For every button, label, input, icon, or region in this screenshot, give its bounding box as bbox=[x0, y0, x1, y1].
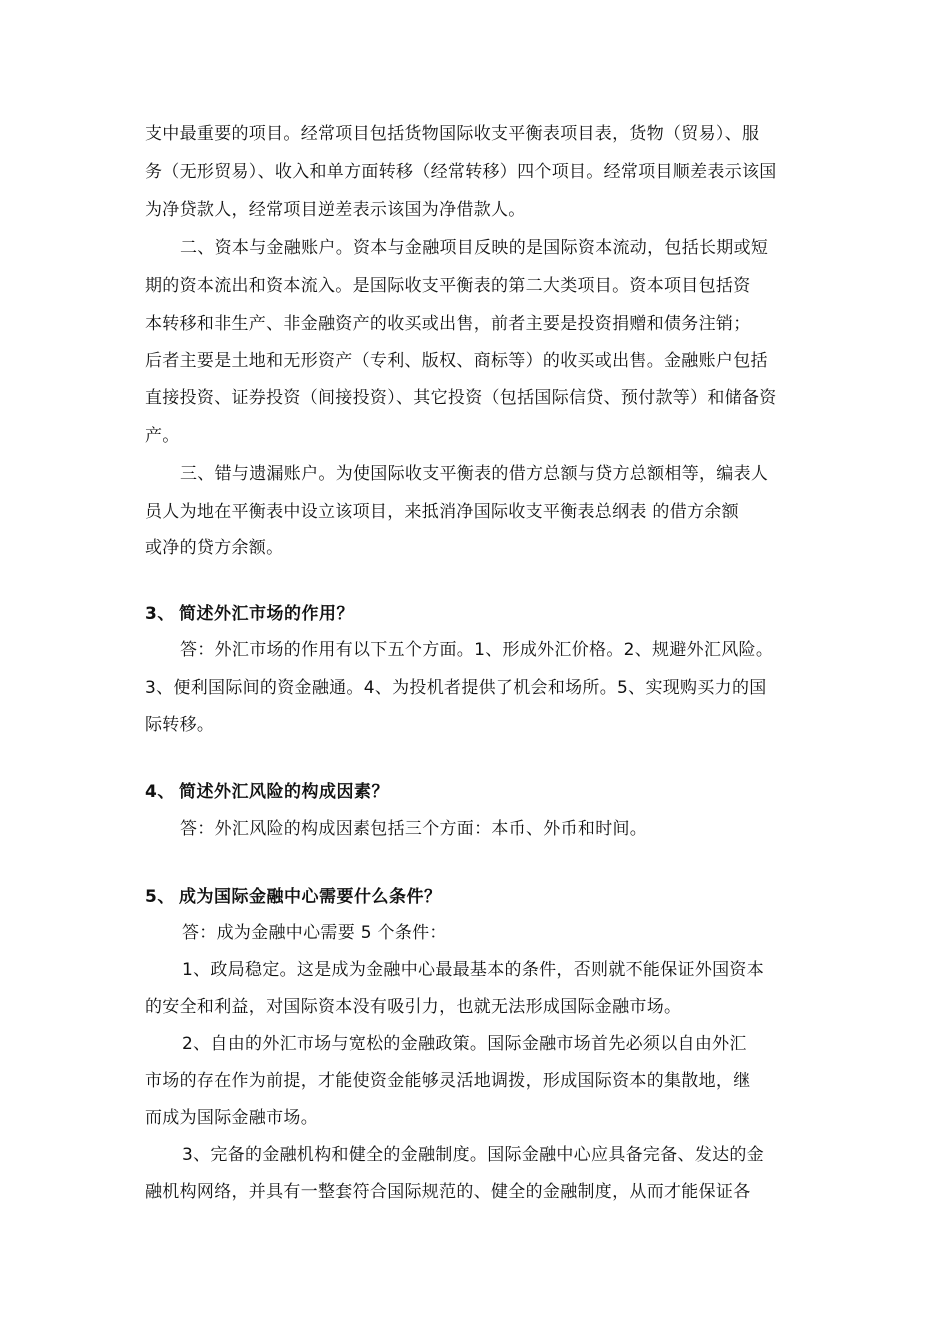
paragraph-line: 直接投资、证券投资（间接投资）、其它投资（包括国际信贷、预付款等）和储备资 bbox=[145, 388, 777, 408]
paragraph-line: 员人为地在平衡表中设立该项目，来抵消净国际收支平衡表总纲表 的借方余额 bbox=[145, 502, 739, 522]
answer-line: 的安全和利益，对国际资本没有吸引力，也就无法形成国际金融市场。 bbox=[145, 997, 682, 1017]
answer-line: 融机构网络，并具有一整套符合国际规范的、健全的金融制度，从而才能保证各 bbox=[145, 1182, 751, 1202]
answer-line: 答：外汇风险的构成因素包括三个方面：本币、外币和时间。 bbox=[180, 819, 648, 839]
question-number: 3、 bbox=[145, 604, 175, 624]
paragraph-line: 务（无形贸易）、收入和单方面转移（经常转移）四个项目。经常项目顺差表示该国 bbox=[145, 162, 777, 182]
question-number: 5、 bbox=[145, 887, 175, 907]
answer-line: 答：外汇市场的作用有以下五个方面。1、形成外汇价格。2、规避外汇风险。 bbox=[180, 640, 774, 660]
paragraph-line: 二、资本与金融账户。资本与金融项目反映的是国际资本流动，包括长期或短 bbox=[180, 238, 769, 258]
answer-line: 1、政局稳定。这是成为金融中心最最基本的条件，否则就不能保证外国资本 bbox=[182, 960, 765, 980]
question-heading-4 bbox=[145, 780, 389, 804]
answer-line: 3、便利国际间的资金融通。4、为投机者提供了机会和场所。5、实现购买力的国 bbox=[145, 678, 767, 698]
paragraph-line: 产。 bbox=[145, 426, 180, 446]
question-title: 简述外汇风险的构成因素？ bbox=[179, 782, 389, 802]
question-number: 4、 bbox=[145, 782, 175, 802]
question-heading-5 bbox=[145, 885, 442, 909]
paragraph-line: 或净的贷方余额。 bbox=[145, 538, 284, 558]
question-title: 成为国际金融中心需要什么条件？ bbox=[179, 887, 442, 907]
answer-line: 市场的存在作为前提，才能使资金能够灵活地调拨，形成国际资本的集散地，继 bbox=[145, 1071, 751, 1091]
question-heading-3 bbox=[145, 602, 354, 626]
paragraph-line: 为净贷款人，经常项目逆差表示该国为净借款人。 bbox=[145, 200, 526, 220]
paragraph-line: 支中最重要的项目。经常项目包括货物国际收支平衡表项目表，货物（贸易）、服 bbox=[145, 124, 760, 144]
answer-line: 际转移。 bbox=[145, 715, 215, 735]
paragraph-line: 三、错与遗漏账户。为使国际收支平衡表的借方总额与贷方总额相等，编表人 bbox=[180, 464, 769, 484]
answer-line: 而成为国际金融市场。 bbox=[145, 1108, 318, 1128]
paragraph-line: 期的资本流出和资本流入。是国际收支平衡表的第二大类项目。资本项目包括资 bbox=[145, 276, 751, 296]
answer-line: 2、自由的外汇市场与宽松的金融政策。国际金融市场首先必须以自由外汇 bbox=[182, 1034, 747, 1054]
paragraph-line: 后者主要是土地和无形资产（专利、版权、商标等）的收买或出售。金融账户包括 bbox=[145, 351, 768, 371]
question-title: 简述外汇市场的作用？ bbox=[179, 604, 354, 624]
answer-line: 3、完备的金融机构和健全的金融制度。国际金融中心应具备完备、发达的金 bbox=[182, 1145, 765, 1165]
paragraph-line: 本转移和非生产、非金融资产的收买或出售，前者主要是投资捐赠和债务注销； bbox=[145, 314, 751, 334]
answer-line: 答：成为金融中心需要 5 个条件： bbox=[182, 923, 447, 943]
